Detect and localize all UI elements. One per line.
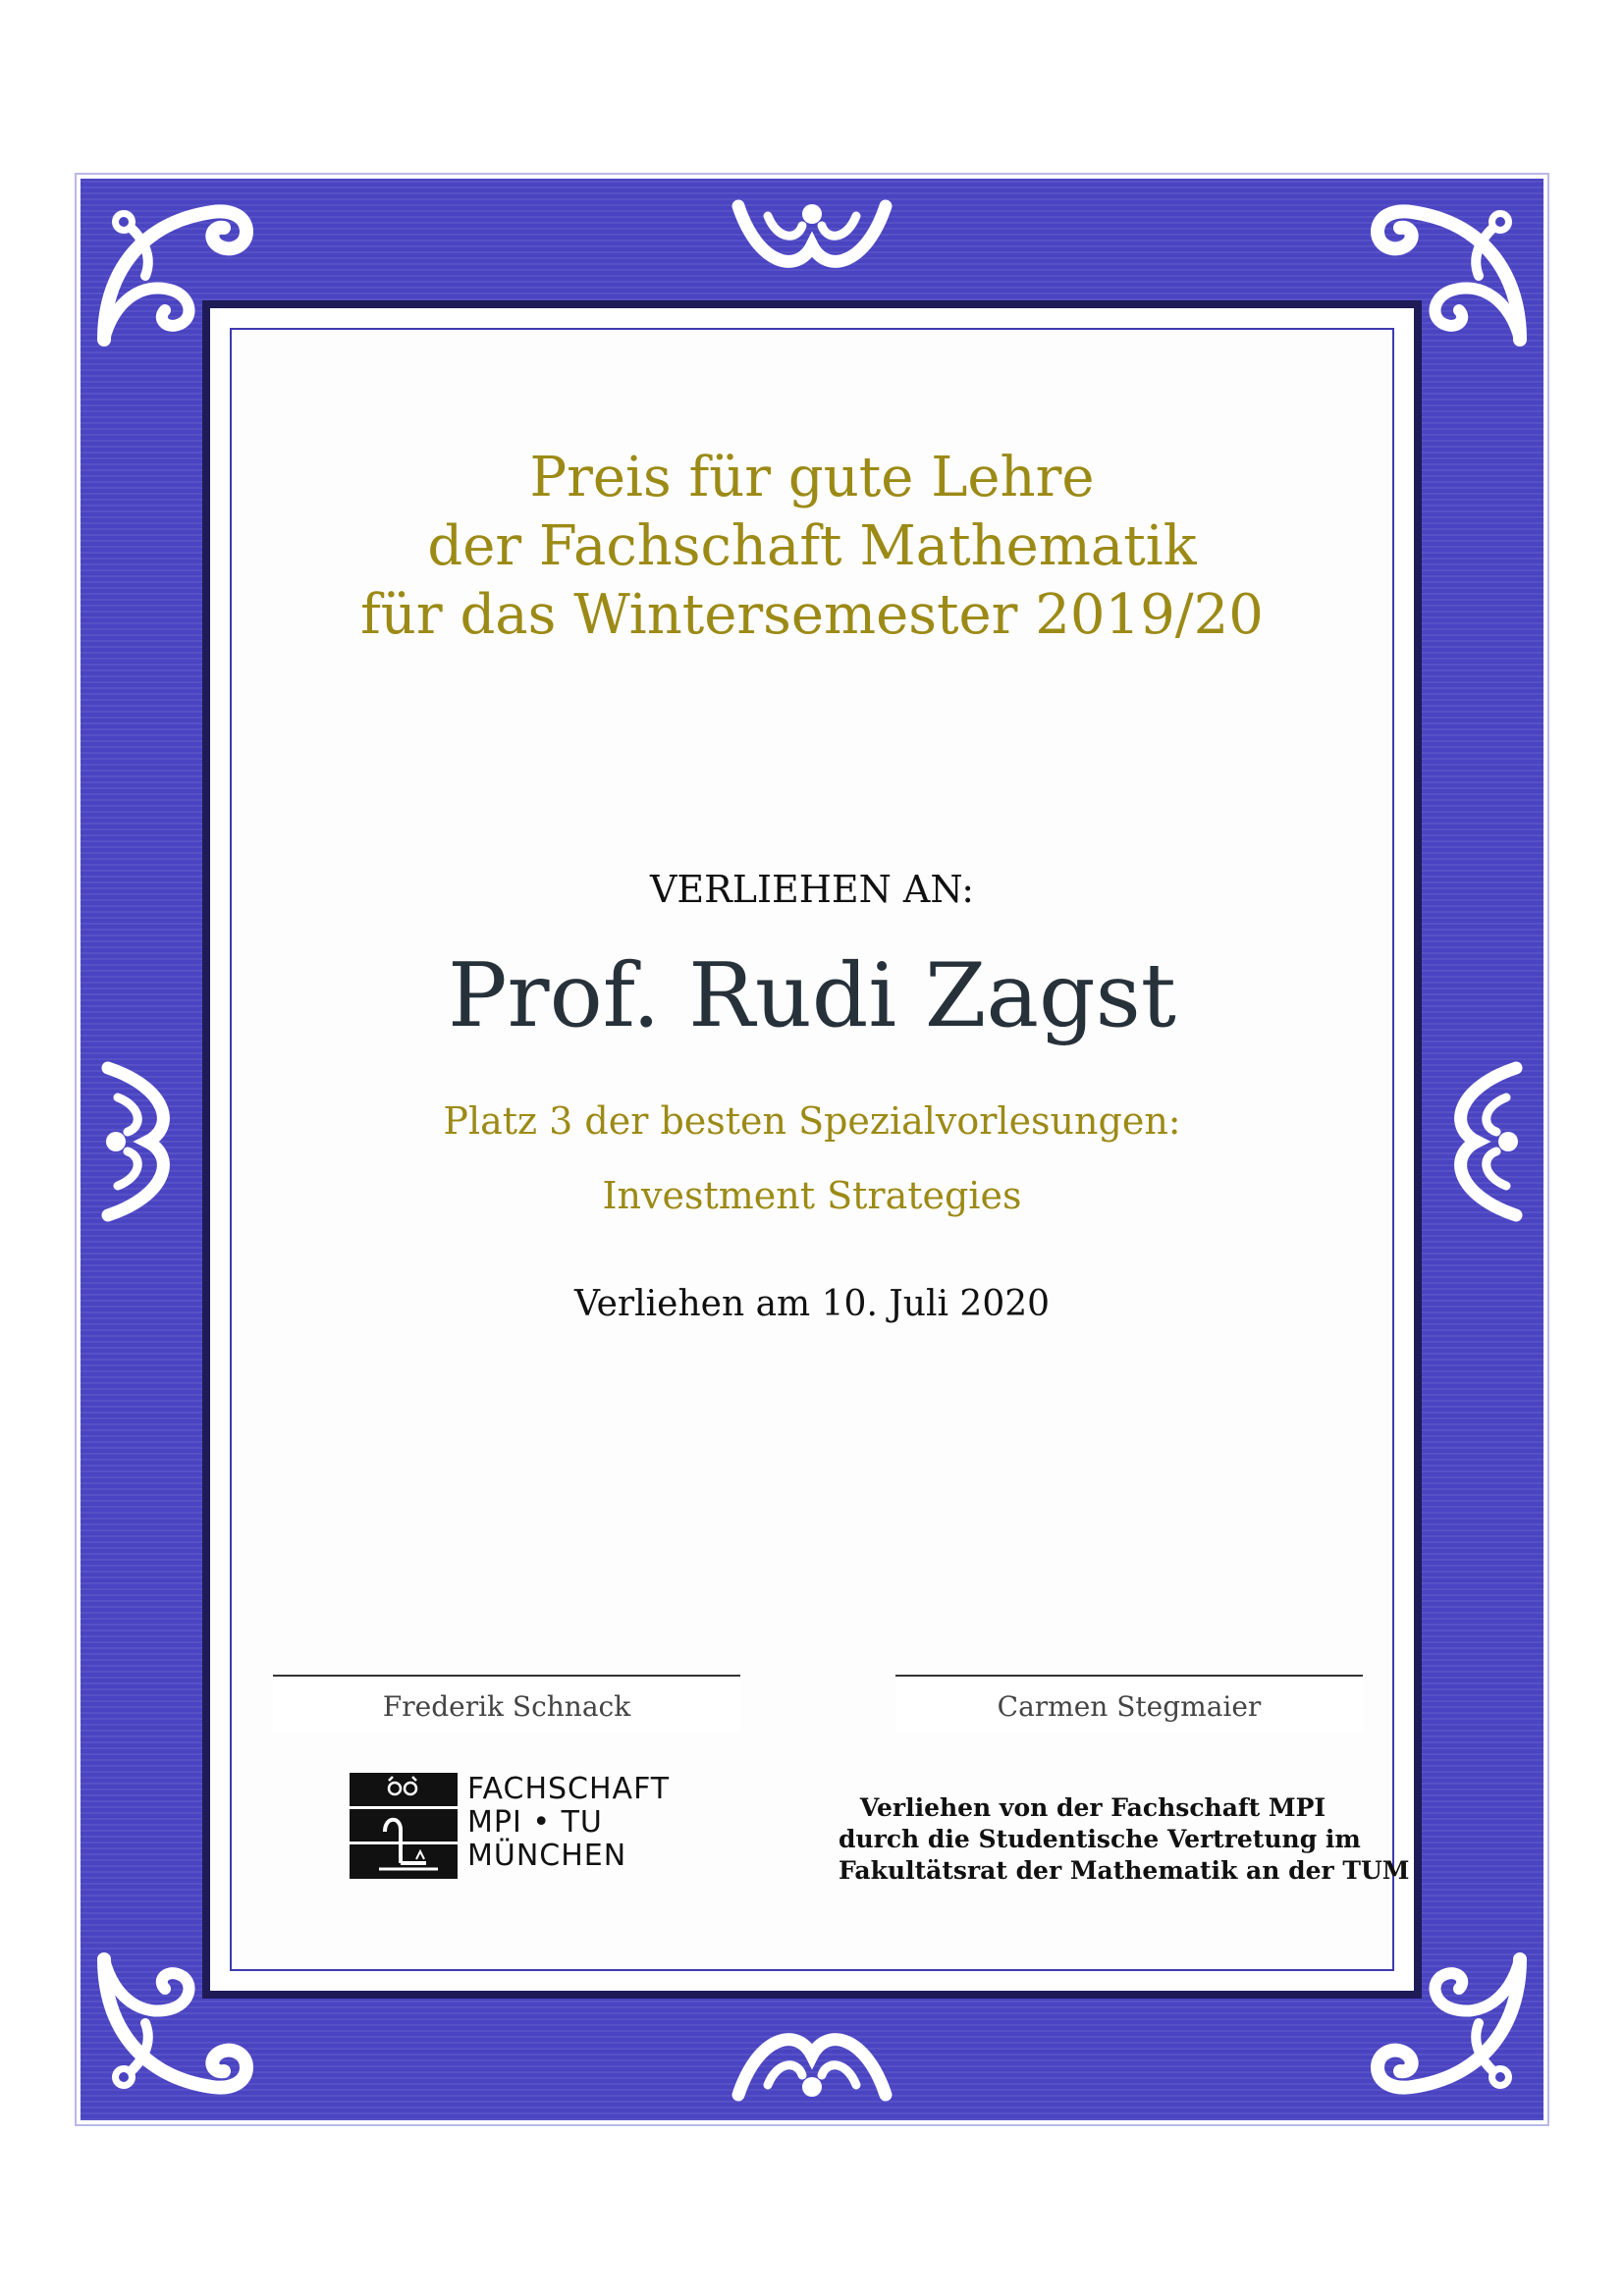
logo-text bbox=[467, 1773, 670, 1873]
ornament-bottom-center-icon bbox=[729, 2006, 895, 2114]
owl-logo-icon bbox=[350, 1773, 458, 1879]
ornament-top-center-icon bbox=[729, 187, 895, 294]
fachschaft-logo bbox=[350, 1772, 671, 1881]
certificate-title bbox=[230, 444, 1394, 650]
issuer-line-2: durch die Studentische Vertretung im bbox=[839, 1825, 1361, 1853]
title-line-2: der Fachschaft Mathematik bbox=[427, 514, 1197, 578]
signatory-name-left: Frederik Schnack bbox=[382, 1690, 631, 1723]
logo-line-2: MPI • TU bbox=[467, 1805, 603, 1840]
logo-line-1: FACHSCHAFT bbox=[467, 1772, 671, 1806]
certificate-content bbox=[230, 328, 1410, 1971]
issuer-note bbox=[839, 1792, 1410, 1887]
issuer-line-1: Verliehen von der Fachschaft MPI bbox=[859, 1793, 1326, 1822]
award-rank: Platz 3 der besten Spezialvorlesungen: bbox=[443, 1099, 1181, 1143]
recipient-name: Prof. Rudi Zagst bbox=[448, 944, 1176, 1047]
issuer-line-3: Fakultätsrat der Mathematik an der TUM bbox=[839, 1856, 1410, 1885]
signature-line-left bbox=[273, 1675, 740, 1732]
award-date: Verliehen am 10. Juli 2020 bbox=[573, 1284, 1051, 1324]
signatory-name-right: Carmen Stegmaier bbox=[997, 1690, 1262, 1723]
ornament-right-center-icon bbox=[1428, 1058, 1536, 1225]
logo-line-3: MÜNCHEN bbox=[467, 1839, 627, 1873]
course-name: Investment Strategies bbox=[602, 1174, 1022, 1217]
title-line-1: Preis für gute Lehre bbox=[529, 446, 1095, 509]
ornament-left-center-icon bbox=[88, 1058, 196, 1225]
awarded-to-label: VERLIEHEN AN: bbox=[649, 868, 975, 911]
title-line-3: für das Wintersemester 2019/20 bbox=[360, 583, 1264, 647]
signature-line-right bbox=[895, 1675, 1363, 1732]
